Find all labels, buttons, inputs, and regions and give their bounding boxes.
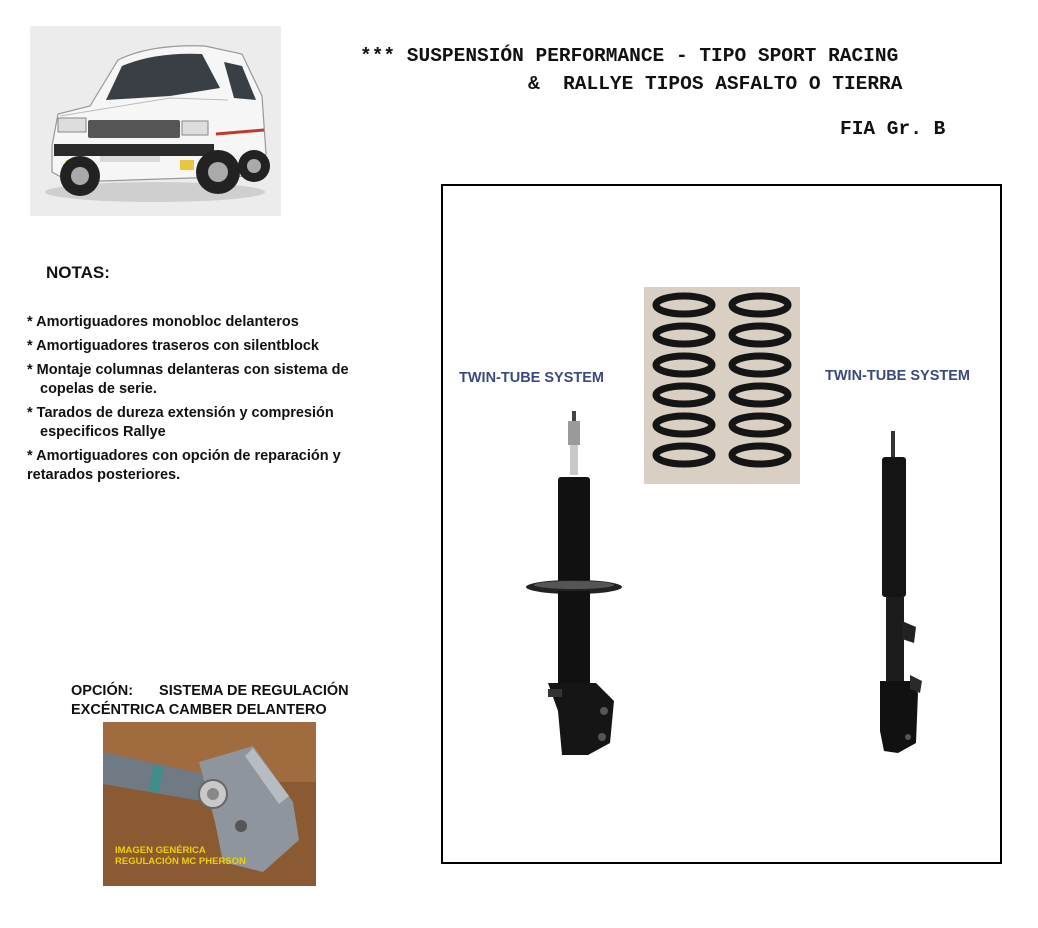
note-text: * Tarados de dureza extensión y compresión xyxy=(27,405,334,421)
note-text: * Amortiguadores con opción de reparación y xyxy=(27,448,341,464)
car-illustration xyxy=(30,26,281,216)
note-text: * Montaje columnas delanteras con sistema de xyxy=(27,362,349,378)
system-label-front: TWIN-TUBE SYSTEM xyxy=(459,370,604,386)
rear-shock-photo xyxy=(862,431,934,761)
header-title-line1: *** SUSPENSIÓN PERFORMANCE - TIPO SPORT RACING xyxy=(360,45,899,67)
note-text-continued: especificos Rallye xyxy=(40,424,166,440)
note-text: * Amortiguadores traseros con silentblock xyxy=(27,338,319,354)
option-label: OPCIÓN: xyxy=(71,683,134,699)
note-item xyxy=(27,313,407,332)
camber-adjuster-photo xyxy=(103,722,316,886)
note-item xyxy=(27,447,407,485)
option-heading xyxy=(71,682,349,720)
system-label-rear: TWIN-TUBE SYSTEM xyxy=(825,368,970,384)
note-text-continued: retarados posteriores. xyxy=(27,467,181,483)
camber-caption-line2: REGULACIÓN MC PHERSON xyxy=(115,856,246,867)
coil-springs-photo xyxy=(644,287,800,484)
notes-list xyxy=(27,313,407,490)
note-text-continued: copelas de serie. xyxy=(40,381,157,397)
header-category: FIA Gr. B xyxy=(840,118,946,140)
option-title-line2: EXCÉNTRICA CAMBER DELANTERO xyxy=(71,702,327,718)
product-panel xyxy=(441,184,1002,864)
camber-adjuster-image xyxy=(103,722,316,886)
coil-springs-image xyxy=(644,287,800,484)
rear-shock-image xyxy=(862,431,934,761)
notes-title: NOTAS: xyxy=(46,263,110,282)
car-photo xyxy=(30,26,281,216)
camber-caption-line1: IMAGEN GENÉRICA xyxy=(115,845,206,856)
note-text: * Amortiguadores monobloc delanteros xyxy=(27,314,299,330)
note-item xyxy=(27,337,407,356)
note-item xyxy=(27,361,407,399)
option-title-line1: SISTEMA DE REGULACIÓN xyxy=(159,683,349,699)
front-strut-photo xyxy=(518,411,628,761)
front-strut-image xyxy=(518,411,628,761)
note-item xyxy=(27,404,407,442)
header-title-line2: & RALLYE TIPOS ASFALTO O TIERRA xyxy=(528,73,903,95)
